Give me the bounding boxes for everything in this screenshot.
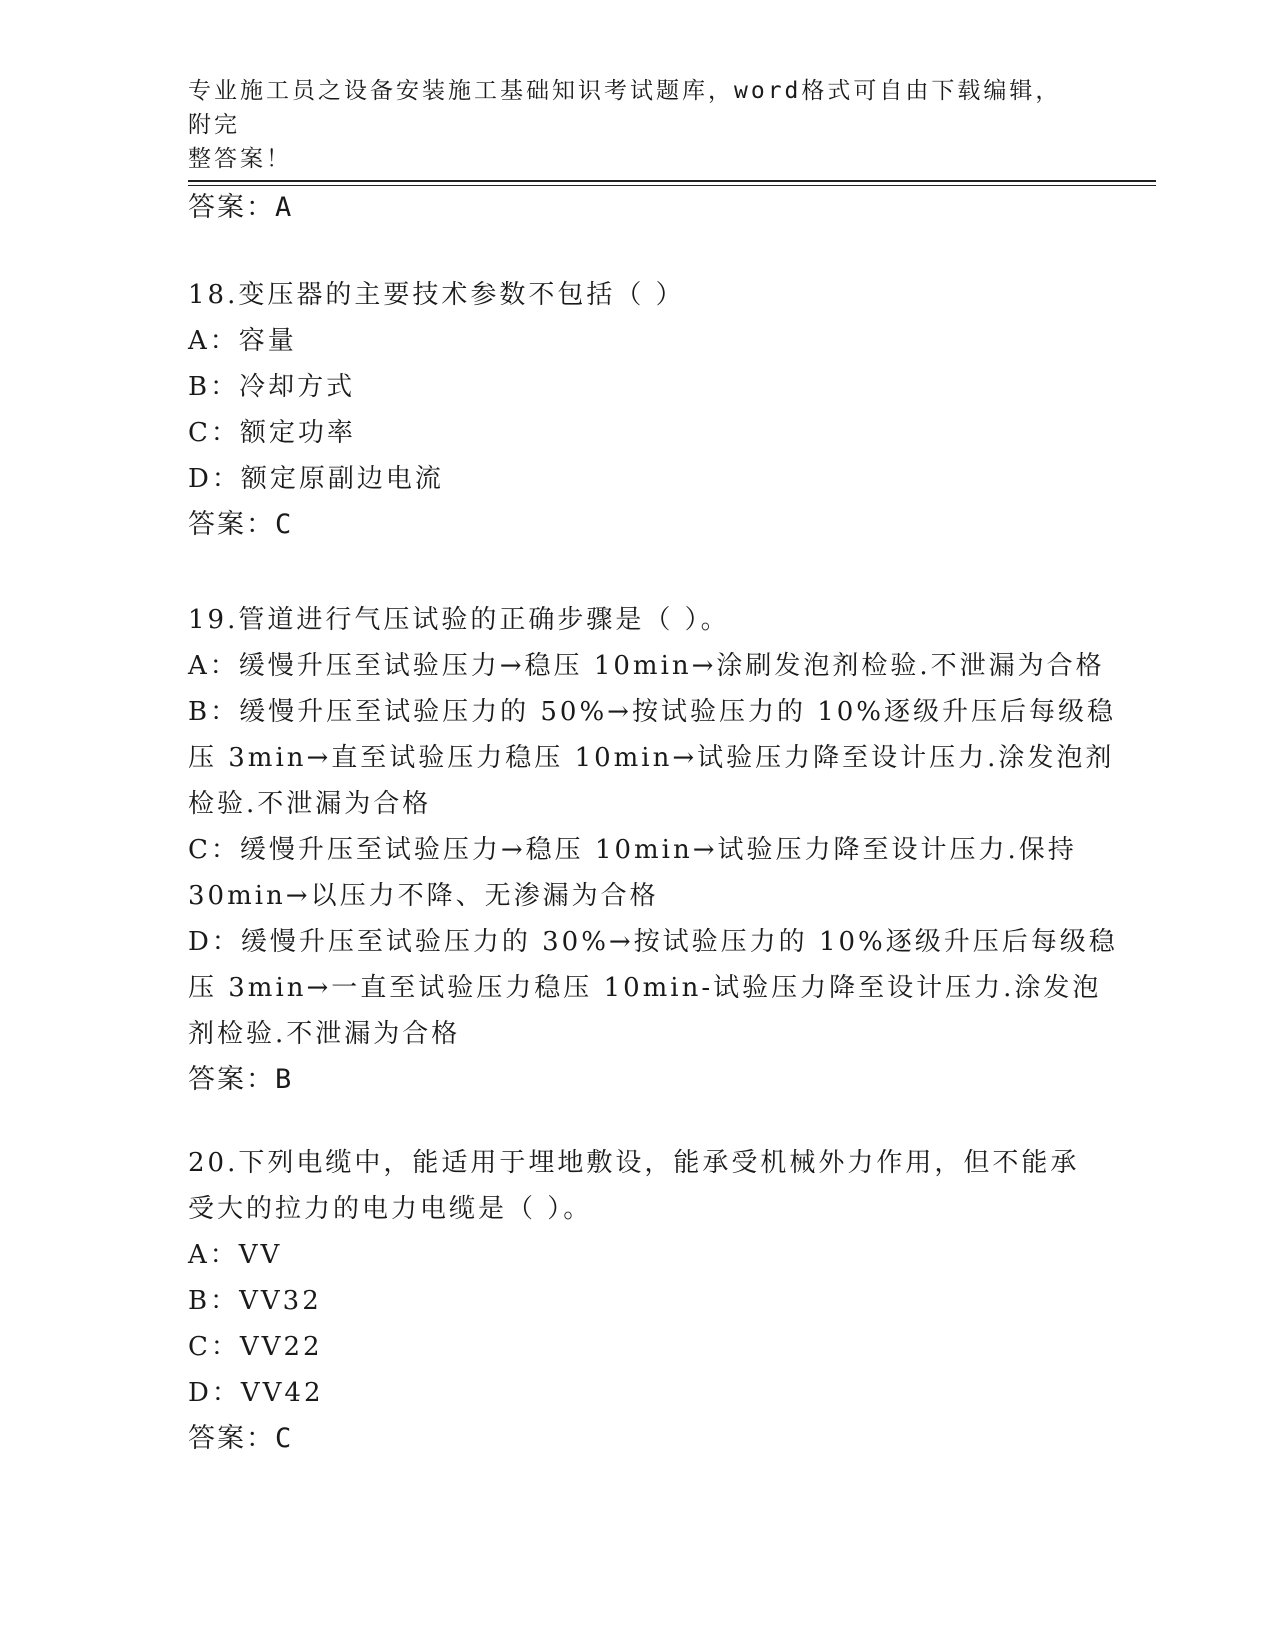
- header-divider-thick: [188, 180, 1156, 182]
- question-18-answer: 答案：C: [188, 509, 294, 540]
- document-header: [188, 74, 1068, 176]
- question-19-line-2: B：缓慢升压至试验压力的 50%→按试验压力的 10%逐级升压后每级稳: [188, 697, 1116, 727]
- question-20-text-line-1: 20.下列电缆中，能适用于埋地敷设，能承受机械外力作用，但不能承: [188, 1148, 1080, 1178]
- header-line-2: 整答案！: [188, 146, 292, 172]
- answer-17-block: [188, 185, 1088, 231]
- question-19-line-5: C：缓慢升压至试验压力→稳压 10min→试验压力降至设计压力.保持: [188, 835, 1077, 865]
- header-line-1: 专业施工员之设备安装施工基础知识考试题库，word格式可自由下载编辑，附完: [188, 78, 1062, 138]
- question-19-line-1: A：缓慢升压至试验压力→稳压 10min→涂刷发泡剂检验.不泄漏为合格: [188, 651, 1105, 681]
- question-18-option-b: B：冷却方式: [188, 372, 356, 402]
- question-18: [188, 272, 1088, 548]
- question-20-option-d: D：VV42: [188, 1378, 324, 1408]
- answer-17: 答案：A: [188, 192, 294, 223]
- question-20-option-a: A：VV: [188, 1240, 283, 1270]
- question-19-line-3: 压 3min→直至试验压力稳压 10min→试验压力降至设计压力.涂发泡剂: [188, 743, 1115, 773]
- question-18-option-c: C：额定功率: [188, 418, 356, 448]
- question-20-text-line-2: 受大的拉力的电力电缆是（ ）。: [188, 1194, 593, 1224]
- question-19-line-8: 压 3min→一直至试验压力稳压 10min-试验压力降至设计压力.涂发泡: [188, 973, 1102, 1003]
- question-19-line-7: D：缓慢升压至试验压力的 30%→按试验压力的 10%逐级升压后每级稳: [188, 927, 1118, 957]
- question-19-line-4: 检验.不泄漏为合格: [188, 789, 432, 819]
- question-20-option-c: C：VV22: [188, 1332, 323, 1362]
- question-18-option-d: D：额定原副边电流: [188, 464, 444, 494]
- question-20: [188, 1140, 1088, 1462]
- question-19-text: 19.管道进行气压试验的正确步骤是（ ）。: [188, 605, 730, 635]
- question-19: [188, 597, 1118, 1103]
- question-19-line-6: 30min→以压力不降、无渗漏为合格: [188, 881, 659, 911]
- question-19-answer: 答案：B: [188, 1064, 294, 1095]
- question-18-text: 18.变压器的主要技术参数不包括（ ）: [188, 280, 685, 310]
- question-18-option-a: A：容量: [188, 326, 297, 356]
- question-20-option-b: B：VV32: [188, 1286, 322, 1316]
- question-20-answer: 答案：C: [188, 1423, 294, 1454]
- question-19-line-9: 剂检验.不泄漏为合格: [188, 1019, 461, 1049]
